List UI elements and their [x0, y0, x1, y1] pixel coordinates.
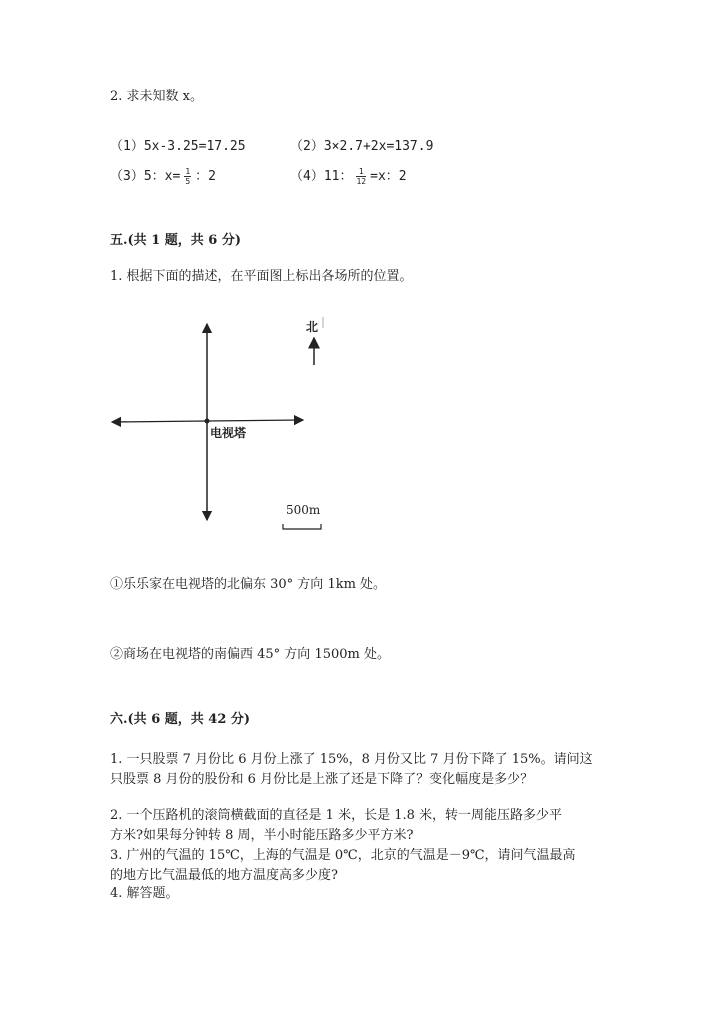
map-item-1: ①乐乐家在电视塔的北偏东 30° 方向 1km 处。: [110, 577, 387, 592]
east-axis-arrow: [207, 420, 303, 421]
west-axis-arrow: [112, 421, 207, 422]
equation-text: 11：: [323, 169, 353, 184]
section-5-question-1: 1. 根据下面的描述，在平面图上标出各场所的位置。: [110, 269, 413, 284]
equation-text: 5x-3.25=17.25: [143, 139, 246, 154]
equation-label: （1）: [110, 139, 144, 154]
tv-tower-point: [205, 419, 210, 424]
equation-label: （4）: [290, 169, 324, 184]
section-6-q2-line2: 方米?如果每分钟转 8 周，半小时能压路多少平方米?: [110, 828, 414, 843]
numerator: 1: [185, 167, 191, 176]
equation-label: （2）: [290, 139, 324, 154]
equation-label: （3）: [110, 169, 144, 184]
denominator: 5: [185, 177, 191, 186]
equation-text: 5：x=: [143, 169, 181, 184]
equation-text: =x：2: [370, 169, 407, 184]
north-label: 北: [306, 320, 319, 334]
numerator: 1: [356, 167, 366, 177]
section-6-q2-line1: 2. 一个压路机的滚筒横截面的直径是 1 米，长是 1.8 米，转一周能压路多少平: [110, 808, 563, 823]
tv-tower-label: 电视塔: [210, 426, 247, 440]
scale-label: 500m: [286, 503, 321, 517]
section-6-q3-line1: 3. 广州的气温的 15℃，上海的气温是 0℃，北京的气温是－9℃，请问气温最高: [110, 848, 576, 863]
section-6-q1-line1: 1. 一只股票 7 月份比 6 月份上涨了 15%，8 月份又比 7 月份下降了 15%。请问这: [110, 752, 593, 767]
section-6-q3-line2: 的地方比气温最低的地方温度高多少度?: [110, 868, 338, 883]
equation-text: ：2: [195, 169, 216, 184]
denominator: 12: [356, 177, 367, 186]
section-6-heading: 六.(共 6 题，共 42 分): [110, 712, 251, 727]
question-2-title: 2. 求未知数 x。: [110, 89, 203, 104]
section-6-q1-line2: 只股票 8 月份的股份和 6 月份比是上涨了还是下降了？变化幅度是多少？: [110, 772, 534, 787]
map-item-2: ②商场在电视塔的南偏西 45° 方向 1500m 处。: [110, 647, 390, 662]
section-6-q4: 4. 解答题。: [110, 886, 179, 901]
scale-bar: [283, 524, 321, 529]
equation-text: 3×2.7+2x=137.9: [323, 139, 434, 154]
section-5-heading: 五.(共 1 题，共 6 分): [110, 233, 242, 248]
